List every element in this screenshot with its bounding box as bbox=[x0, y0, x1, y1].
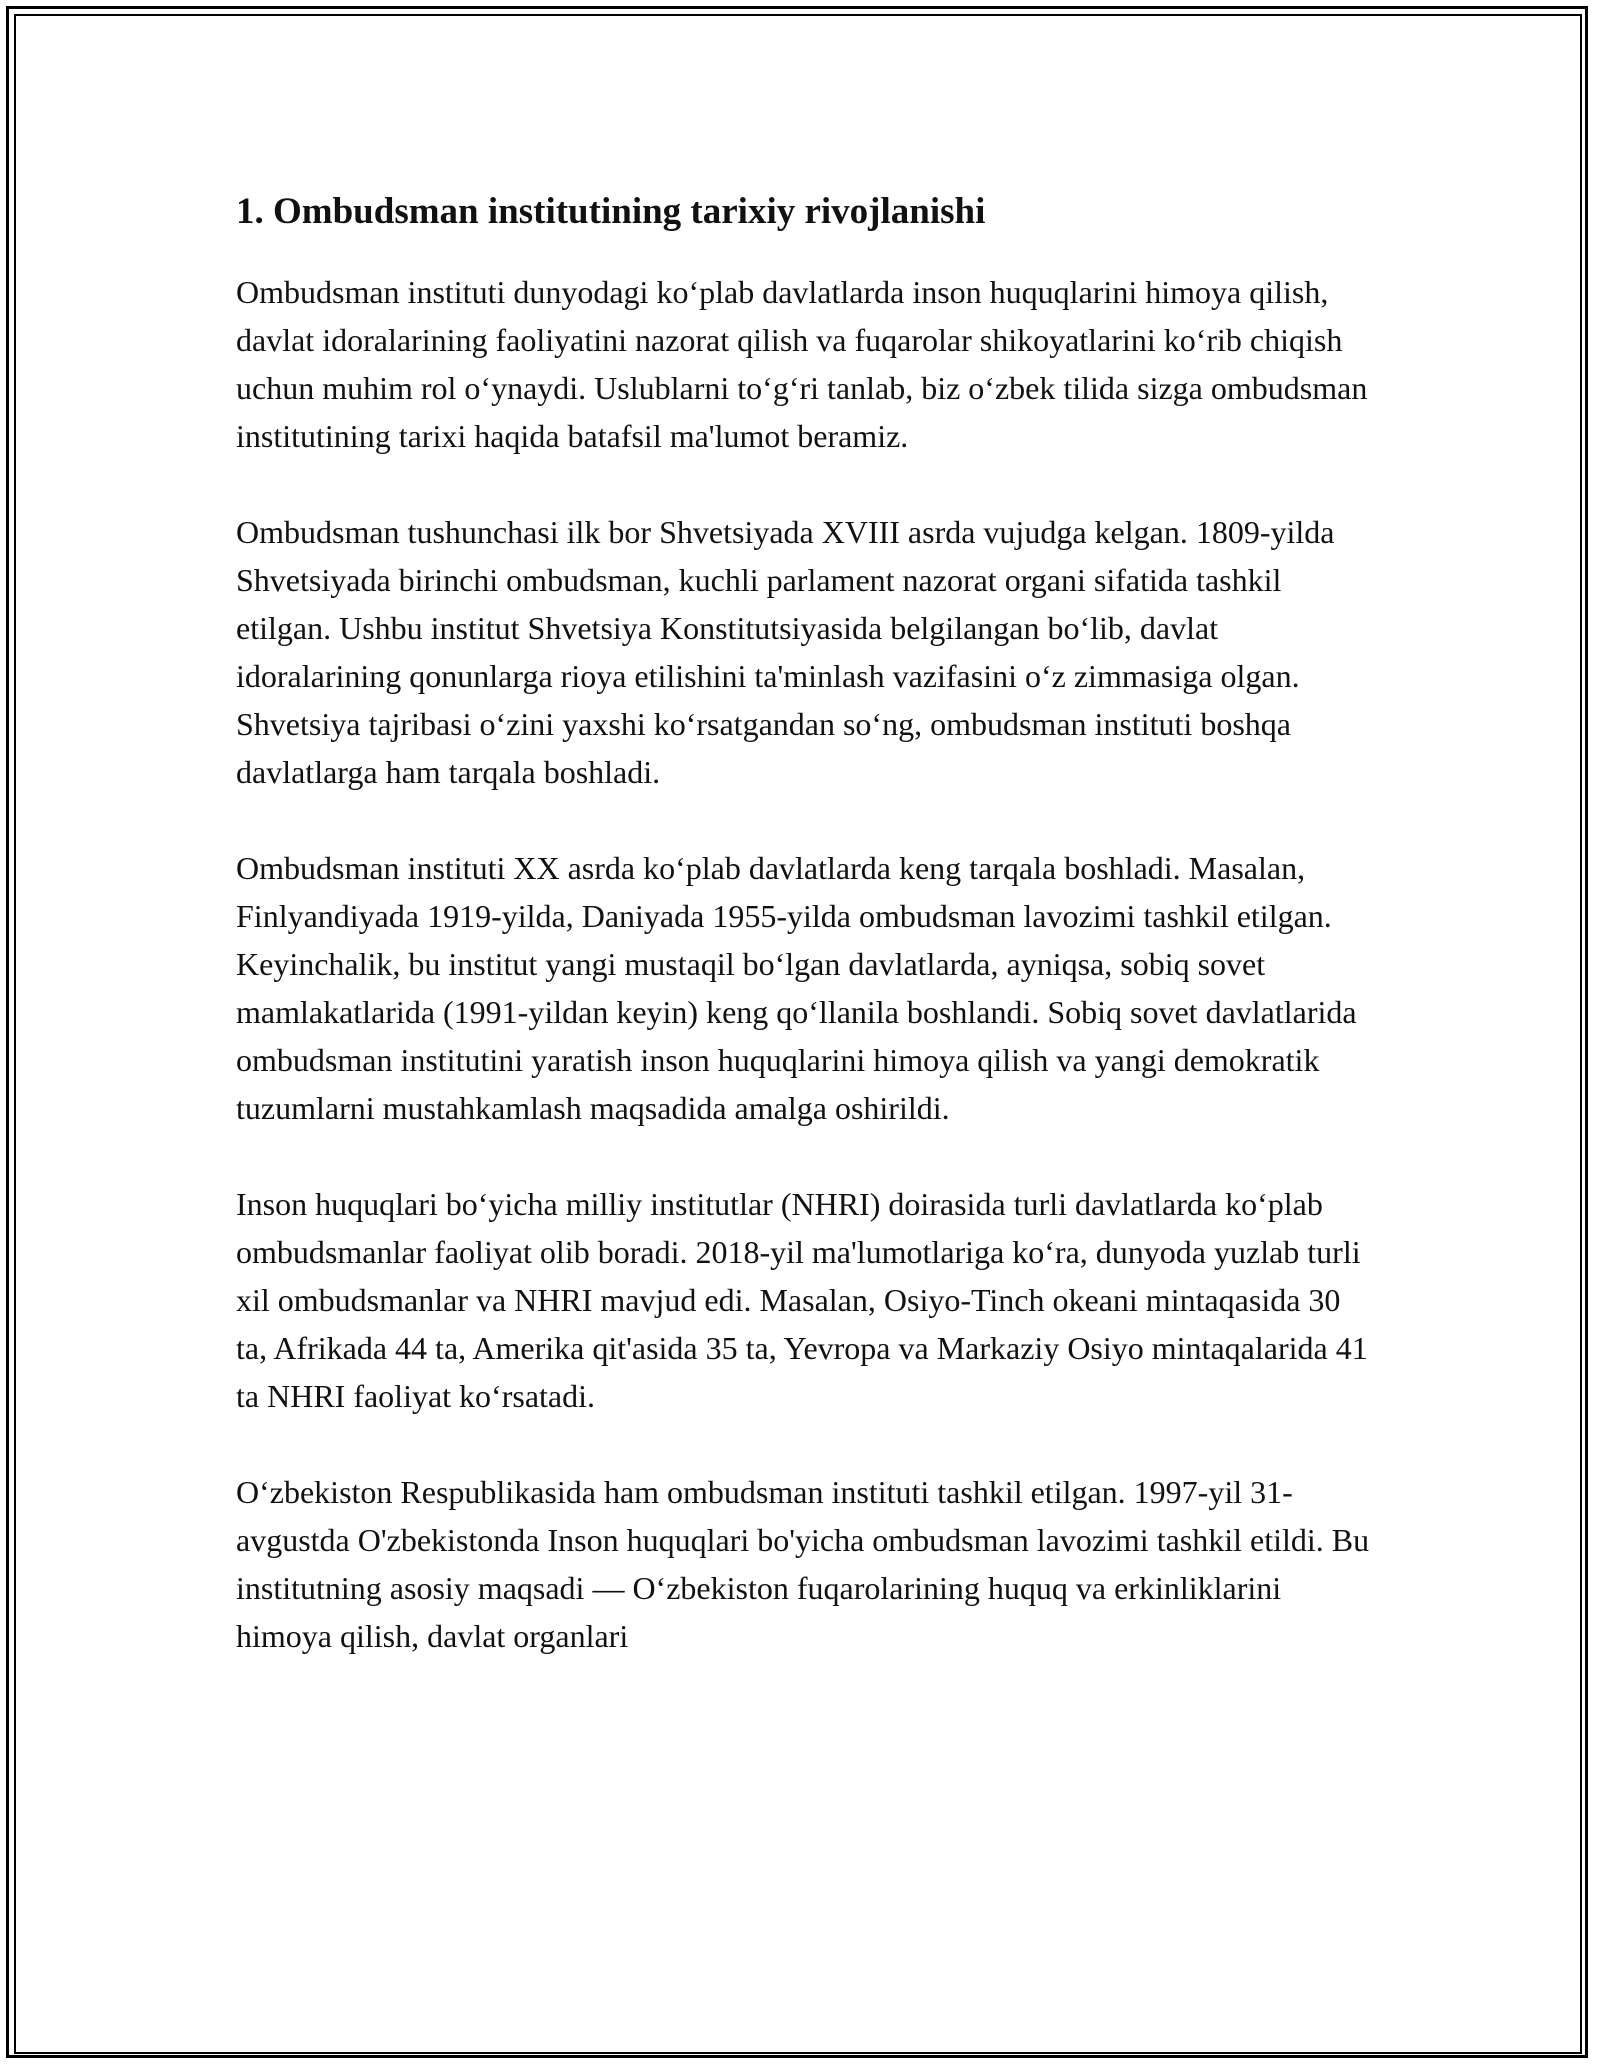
paragraph-intro: Ombudsman instituti dunyodagi koʻplab davlatlarda inson huquqlarini himoya qilish, davlat idoralarining faoliyatini nazorat qilish va fuqarolar shikoyatlarini koʻrib chiqish uchun muhim rol oʻynaydi. Uslublarni toʻgʻri tanlab, biz oʻzbek tilida sizga ombudsman institutining tarixi haqida batafsil ma'lumot beramiz. bbox=[236, 274, 1368, 454]
paragraph-sweden-origin: Ombudsman tushunchasi ilk bor Shvetsiyada XVIII asrda vujudga kelgan. 1809-yilda Shvetsiyada birinchi ombudsman, kuchli parlament nazorat organi sifatida tashkil etilgan. Ushbu institut Shvetsiya Konstitutsiyasida belgilangan boʻlib, davlat idoralarining qonunlarga rioya etilishini ta'minlash vazifasini oʻz zimmasiga olgan. Shvetsiya tajribasi oʻzini yaxshi koʻrsatgandan soʻng, ombudsman instituti boshqa davlatlarga ham tarqala boshladi. bbox=[236, 514, 1335, 790]
paragraph-20th-century-spread: Ombudsman instituti XX asrda koʻplab davlatlarda keng tarqala boshladi. Masalan, Finlyandiyada 1919-yilda, Daniyada 1955-yilda ombudsman lavozimi tashkil etilgan. Keyinchalik, bu institut yangi mustaqil boʻlgan davlatlarda, ayniqsa, sobiq sovet mamlakatlarida (1991-yildan keyin) keng qoʻllanila boshlandi. Sobiq sovet davlatlarida ombudsman institutini yaratish inson huquqlarini himoya qilish va yangi demokratik tuzumlarni mustahkamlash maqsadida amalga oshirildi. bbox=[236, 850, 1357, 1126]
paragraph-nhri: Inson huquqlari boʻyicha milliy institutlar (NHRI) doirasida turli davlatlarda koʻplab ombudsmanlar faoliyat olib boradi. 2018-yil ma'lumotlariga koʻra, dunyoda yuzlab turli xil ombudsmanlar va NHRI mavjud edi. Masalan, Osiyo-Tinch okeani mintaqasida 30 ta, Afrikada 44 ta, Amerika qit'asida 35 ta, Yevropa va Markaziy Osiyo mintaqalarida 41 ta NHRI faoliyat koʻrsatadi. bbox=[236, 1186, 1368, 1414]
document-body bbox=[236, 188, 1376, 1708]
paragraph-uzbekistan: Oʻzbekiston Respublikasida ham ombudsman instituti tashkil etilgan. 1997-yil 31-avgustda O'zbekistonda Inson huquqlari bo'yicha ombudsman lavozimi tashkil etildi. Bu institutning asosiy maqsadi — Oʻzbekiston fuqarolarining huquq va erkinliklarini himoya qilish, davlat organlari bbox=[236, 1474, 1370, 1654]
section-title: 1. Ombudsman institutining tarixiy rivojlanishi bbox=[236, 191, 986, 232]
